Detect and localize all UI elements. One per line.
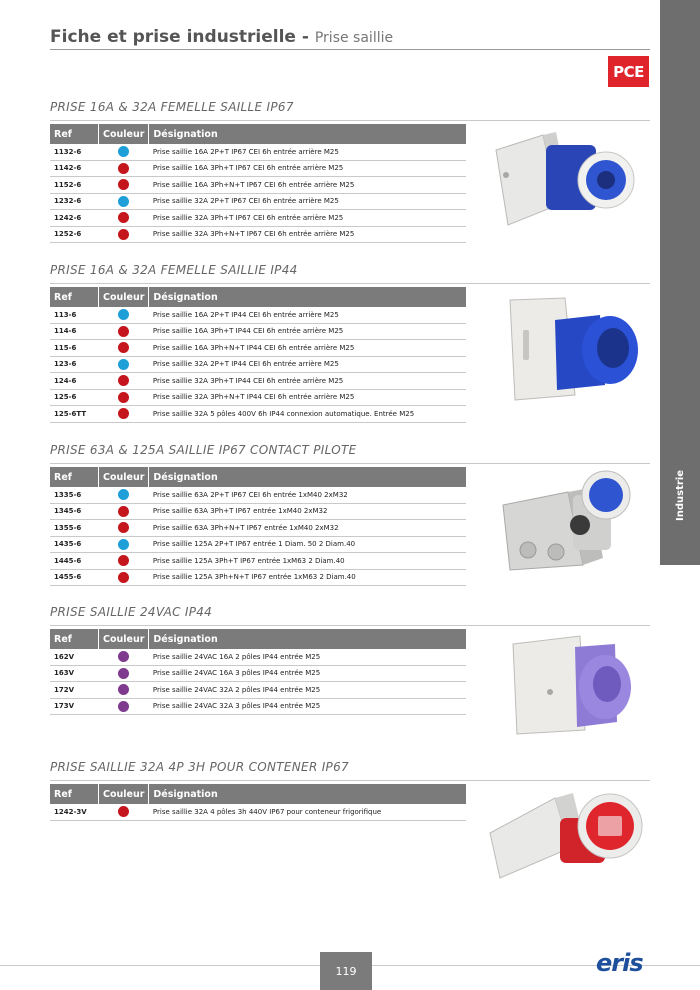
- row-ref: 1152-6: [50, 177, 99, 194]
- section-title: PRISE 16A & 32A FEMELLE SAILLE IP67: [50, 100, 294, 114]
- color-dot-icon: [118, 684, 129, 695]
- row-designation: Prise saillie 24VAC 32A 2 pôles IP44 entrée M25: [149, 682, 466, 699]
- row-color: [99, 389, 149, 406]
- row-designation: Prise saillie 125A 2P+T IP67 entrée 1 Diam. 50 2 Diam.40: [149, 536, 466, 553]
- row-ref: 163V: [50, 665, 99, 682]
- color-dot-icon: [118, 342, 129, 353]
- column-header-designation: Désignation: [149, 629, 466, 649]
- row-ref: 1242-3V: [50, 804, 99, 820]
- product-table: [50, 784, 466, 821]
- column-header-color: Couleur: [99, 467, 149, 487]
- row-designation: Prise saillie 24VAC 16A 2 pôles IP44 entrée M25: [149, 649, 466, 665]
- column-header-color: Couleur: [99, 124, 149, 144]
- row-color: [99, 210, 149, 227]
- table-row: [50, 373, 466, 390]
- column-header-designation: Désignation: [149, 784, 466, 804]
- row-color: [99, 804, 149, 820]
- color-dot-icon: [118, 359, 129, 370]
- row-color: [99, 144, 149, 160]
- row-designation: Prise saillie 16A 3Ph+N+T IP67 CEI 6h entrée arrière M25: [149, 177, 466, 194]
- row-color: [99, 487, 149, 503]
- row-color: [99, 503, 149, 520]
- row-color: [99, 698, 149, 715]
- row-ref: 123-6: [50, 356, 99, 373]
- color-dot-icon: [118, 555, 129, 566]
- row-color: [99, 356, 149, 373]
- page-title-main: Fiche et prise industrielle -: [50, 27, 309, 47]
- table-row: [50, 487, 466, 503]
- row-ref: 162V: [50, 649, 99, 665]
- table-row: [50, 665, 466, 682]
- section-divider: [50, 625, 650, 626]
- section-title: PRISE 63A & 125A SAILLIE IP67 CONTACT PILOTE: [50, 443, 357, 457]
- table-row: [50, 160, 466, 177]
- color-dot-icon: [118, 651, 129, 662]
- row-designation: Prise saillie 32A 3Ph+T IP67 CEI 6h entrée arrière M25: [149, 210, 466, 227]
- row-ref: 125-6TT: [50, 406, 99, 423]
- row-ref: 1132-6: [50, 144, 99, 160]
- row-ref: 124-6: [50, 373, 99, 390]
- section-divider: [50, 780, 650, 781]
- row-designation: Prise saillie 125A 3Ph+T IP67 entrée 1xM63 2 Diam.40: [149, 553, 466, 570]
- row-designation: Prise saillie 32A 3Ph+N+T IP44 CEI 6h entrée arrière M25: [149, 389, 466, 406]
- table-row: [50, 226, 466, 243]
- row-ref: 1242-6: [50, 210, 99, 227]
- row-ref: 125-6: [50, 389, 99, 406]
- row-color: [99, 649, 149, 665]
- column-header-ref: Ref: [50, 629, 99, 649]
- row-ref: 172V: [50, 682, 99, 699]
- row-designation: Prise saillie 16A 2P+T IP67 CEI 6h entrée arrière M25: [149, 144, 466, 160]
- blue-63a-wall-socket-image: [498, 470, 643, 575]
- table-row: [50, 536, 466, 553]
- table-row: [50, 144, 466, 160]
- blue-ip67-wall-socket-image: [488, 130, 638, 230]
- row-color: [99, 553, 149, 570]
- row-designation: Prise saillie 24VAC 16A 3 pôles IP44 entrée M25: [149, 665, 466, 682]
- row-designation: Prise saillie 32A 2P+T IP44 CEI 6h entrée arrière M25: [149, 356, 466, 373]
- color-dot-icon: [118, 572, 129, 583]
- row-color: [99, 226, 149, 243]
- side-tab: [660, 0, 700, 565]
- table-row: [50, 177, 466, 194]
- row-color: [99, 323, 149, 340]
- red-container-wall-socket-image: [485, 788, 650, 880]
- row-designation: Prise saillie 16A 3Ph+T IP67 CEI 6h entrée arrière M25: [149, 160, 466, 177]
- column-header-ref: Ref: [50, 287, 99, 307]
- row-ref: 1345-6: [50, 503, 99, 520]
- row-ref: 1232-6: [50, 193, 99, 210]
- row-ref: 114-6: [50, 323, 99, 340]
- table-row: [50, 323, 466, 340]
- color-dot-icon: [118, 163, 129, 174]
- color-dot-icon: [118, 522, 129, 533]
- color-dot-icon: [118, 392, 129, 403]
- row-color: [99, 373, 149, 390]
- column-header-color: Couleur: [99, 629, 149, 649]
- pce-logo: PCE: [608, 56, 649, 87]
- table-row: [50, 682, 466, 699]
- column-header-designation: Désignation: [149, 287, 466, 307]
- color-dot-icon: [118, 506, 129, 517]
- section-divider: [50, 120, 650, 121]
- row-designation: Prise saillie 32A 5 pôles 400V 6h IP44 connexion automatique. Entrée M25: [149, 406, 466, 423]
- color-dot-icon: [118, 668, 129, 679]
- color-dot-icon: [118, 146, 129, 157]
- row-ref: 1435-6: [50, 536, 99, 553]
- section-title: PRISE SAILLIE 32A 4P 3H POUR CONTENER IP67: [50, 760, 349, 774]
- product-table: [50, 287, 466, 423]
- row-ref: 113-6: [50, 307, 99, 323]
- table-row: [50, 698, 466, 715]
- row-designation: Prise saillie 63A 3Ph+T IP67 entrée 1xM40 2xM32: [149, 503, 466, 520]
- row-color: [99, 665, 149, 682]
- row-color: [99, 682, 149, 699]
- table-row: [50, 307, 466, 323]
- row-designation: Prise saillie 63A 2P+T IP67 CEI 6h entrée 1xM40 2xM32: [149, 487, 466, 503]
- row-ref: 1355-6: [50, 520, 99, 537]
- row-color: [99, 193, 149, 210]
- table-row: [50, 520, 466, 537]
- row-ref: 1252-6: [50, 226, 99, 243]
- row-color: [99, 536, 149, 553]
- table-row: [50, 569, 466, 586]
- row-color: [99, 520, 149, 537]
- row-designation: Prise saillie 24VAC 32A 3 pôles IP44 entrée M25: [149, 698, 466, 715]
- section-title: PRISE SAILLIE 24VAC IP44: [50, 605, 213, 619]
- section-divider: [50, 283, 650, 284]
- page-title: [50, 27, 393, 47]
- row-ref: 115-6: [50, 340, 99, 357]
- table-row: [50, 193, 466, 210]
- table-row: [50, 356, 466, 373]
- color-dot-icon: [118, 489, 129, 500]
- row-ref: 1445-6: [50, 553, 99, 570]
- row-ref: 1142-6: [50, 160, 99, 177]
- table-row: [50, 406, 466, 423]
- color-dot-icon: [118, 229, 129, 240]
- column-header-designation: Désignation: [149, 124, 466, 144]
- row-ref: 173V: [50, 698, 99, 715]
- eris-logo: eris: [596, 949, 643, 977]
- row-designation: Prise saillie 16A 3Ph+N+T IP44 CEI 6h entrée arrière M25: [149, 340, 466, 357]
- table-row: [50, 210, 466, 227]
- column-header-designation: Désignation: [149, 467, 466, 487]
- column-header-ref: Ref: [50, 467, 99, 487]
- column-header-color: Couleur: [99, 784, 149, 804]
- table-row: [50, 340, 466, 357]
- row-designation: Prise saillie 16A 3Ph+T IP44 CEI 6h entrée arrière M25: [149, 323, 466, 340]
- row-designation: Prise saillie 32A 4 pôles 3h 440V IP67 pour conteneur frigorifique: [149, 804, 466, 820]
- color-dot-icon: [118, 375, 129, 386]
- row-designation: Prise saillie 125A 3Ph+N+T IP67 entrée 1xM63 2 Diam.40: [149, 569, 466, 586]
- color-dot-icon: [118, 701, 129, 712]
- color-dot-icon: [118, 196, 129, 207]
- table-row: [50, 553, 466, 570]
- row-color: [99, 340, 149, 357]
- row-designation: Prise saillie 32A 3Ph+T IP44 CEI 6h entrée arrière M25: [149, 373, 466, 390]
- row-color: [99, 406, 149, 423]
- page-number: 119: [320, 952, 372, 990]
- product-table: [50, 467, 466, 586]
- column-header-color: Couleur: [99, 287, 149, 307]
- color-dot-icon: [118, 326, 129, 337]
- color-dot-icon: [118, 179, 129, 190]
- side-tab-label: Industrie: [674, 469, 686, 521]
- table-row: [50, 649, 466, 665]
- row-color: [99, 160, 149, 177]
- color-dot-icon: [118, 539, 129, 550]
- row-designation: Prise saillie 32A 3Ph+N+T IP67 CEI 6h entrée arrière M25: [149, 226, 466, 243]
- table-row: [50, 804, 466, 820]
- row-color: [99, 569, 149, 586]
- color-dot-icon: [118, 408, 129, 419]
- table-row: [50, 503, 466, 520]
- page-subtitle: Prise saillie: [314, 30, 394, 46]
- section-title: PRISE 16A & 32A FEMELLE SAILLIE IP44: [50, 263, 298, 277]
- color-dot-icon: [118, 212, 129, 223]
- row-designation: Prise saillie 63A 3Ph+N+T IP67 entrée 1xM40 2xM32: [149, 520, 466, 537]
- row-ref: 1455-6: [50, 569, 99, 586]
- color-dot-icon: [118, 806, 129, 817]
- row-color: [99, 177, 149, 194]
- product-table: [50, 629, 466, 715]
- blue-ip44-wall-socket-image: [495, 290, 645, 405]
- color-dot-icon: [118, 309, 129, 320]
- row-designation: Prise saillie 32A 2P+T IP67 CEI 6h entrée arrière M25: [149, 193, 466, 210]
- row-color: [99, 307, 149, 323]
- title-divider: [50, 49, 650, 50]
- table-row: [50, 389, 466, 406]
- product-table: [50, 124, 466, 243]
- column-header-ref: Ref: [50, 124, 99, 144]
- column-header-ref: Ref: [50, 784, 99, 804]
- row-ref: 1335-6: [50, 487, 99, 503]
- violet-24vac-wall-socket-image: [505, 632, 640, 737]
- section-divider: [50, 463, 650, 464]
- row-designation: Prise saillie 16A 2P+T IP44 CEI 6h entrée arrière M25: [149, 307, 466, 323]
